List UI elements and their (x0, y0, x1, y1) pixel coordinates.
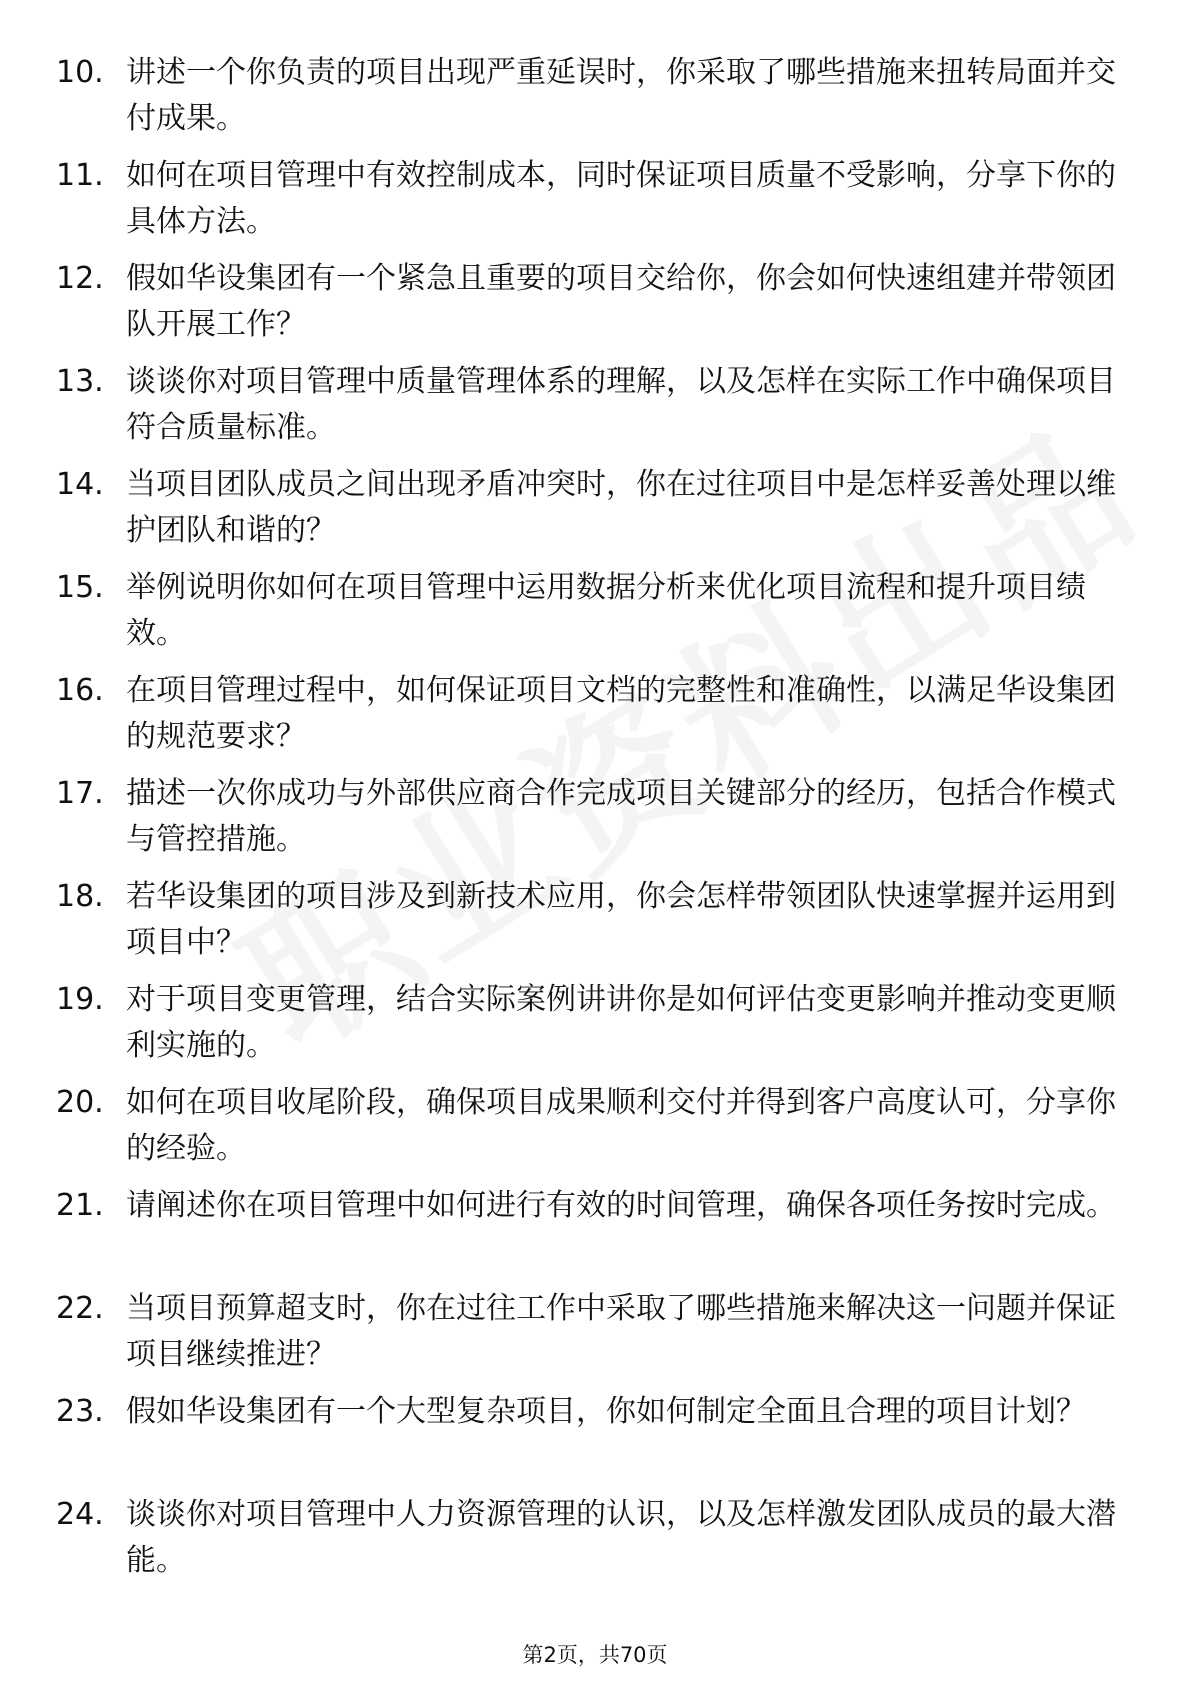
question-text: 讲述一个你负责的项目出现严重延误时，你采取了哪些措施来扭转局面并交付成果。 (126, 55, 1116, 136)
question-number: 16. (56, 673, 104, 708)
question-text: 当项目团队成员之间出现矛盾冲突时，你在过往项目中是怎样妥善处理以维护团队和谐的？ (126, 467, 1116, 548)
question-number: 22. (56, 1291, 104, 1326)
question-text: 谈谈你对项目管理中质量管理体系的理解，以及怎样在实际工作中确保项目符合质量标准。 (126, 364, 1116, 445)
question-number: 17. (56, 776, 104, 811)
question-item (56, 1183, 1116, 1286)
question-text: 当项目预算超支时，你在过往工作中采取了哪些措施来解决这一问题并保证项目继续推进？ (126, 1291, 1116, 1372)
page-indicator: 第2页，共70页 (522, 1643, 668, 1667)
question-number: 10. (56, 55, 104, 90)
question-item (56, 977, 1116, 1080)
question-item (56, 359, 1116, 462)
question-text: 在项目管理过程中，如何保证项目文档的完整性和准确性，以满足华设集团的规范要求？ (126, 673, 1116, 754)
question-item (56, 565, 1116, 668)
question-item (56, 1080, 1116, 1183)
question-text: 如何在项目收尾阶段，确保项目成果顺利交付并得到客户高度认可，分享你的经验。 (126, 1085, 1116, 1166)
question-item (56, 1389, 1116, 1492)
question-number: 15. (56, 570, 104, 605)
question-item (56, 50, 1116, 153)
question-item (56, 462, 1116, 565)
question-text: 对于项目变更管理，结合实际案例讲讲你是如何评估变更影响并推动变更顺利实施的。 (126, 982, 1116, 1063)
question-number: 24. (56, 1497, 104, 1532)
question-list (56, 50, 1116, 1595)
question-text: 举例说明你如何在项目管理中运用数据分析来优化项目流程和提升项目绩效。 (126, 570, 1086, 651)
question-item (56, 771, 1116, 874)
question-text: 假如华设集团有一个紧急且重要的项目交给你，你会如何快速组建并带领团队开展工作？ (126, 261, 1116, 342)
question-number: 18. (56, 879, 104, 914)
question-text: 假如华设集团有一个大型复杂项目，你如何制定全面且合理的项目计划？ (126, 1394, 1086, 1429)
question-number: 11. (56, 158, 104, 193)
question-number: 19. (56, 982, 104, 1017)
question-text: 谈谈你对项目管理中人力资源管理的认识，以及怎样激发团队成员的最大潜能。 (126, 1497, 1116, 1578)
question-item (56, 153, 1116, 256)
question-number: 23. (56, 1394, 104, 1429)
question-item (56, 1286, 1116, 1389)
question-number: 21. (56, 1188, 104, 1223)
question-text: 若华设集团的项目涉及到新技术应用，你会怎样带领团队快速掌握并运用到项目中？ (126, 879, 1116, 960)
question-item (56, 1492, 1116, 1595)
question-text: 如何在项目管理中有效控制成本，同时保证项目质量不受影响，分享下你的具体方法。 (126, 158, 1116, 239)
question-item (56, 874, 1116, 977)
question-item (56, 668, 1116, 771)
question-text: 描述一次你成功与外部供应商合作完成项目关键部分的经历，包括合作模式与管控措施。 (126, 776, 1116, 857)
question-number: 12. (56, 261, 104, 296)
question-number: 20. (56, 1085, 104, 1120)
question-number: 14. (56, 467, 104, 502)
question-item (56, 256, 1116, 359)
question-text: 请阐述你在项目管理中如何进行有效的时间管理，确保各项任务按时完成。 (126, 1188, 1116, 1223)
page-footer (0, 1640, 1190, 1670)
question-number: 13. (56, 364, 104, 399)
